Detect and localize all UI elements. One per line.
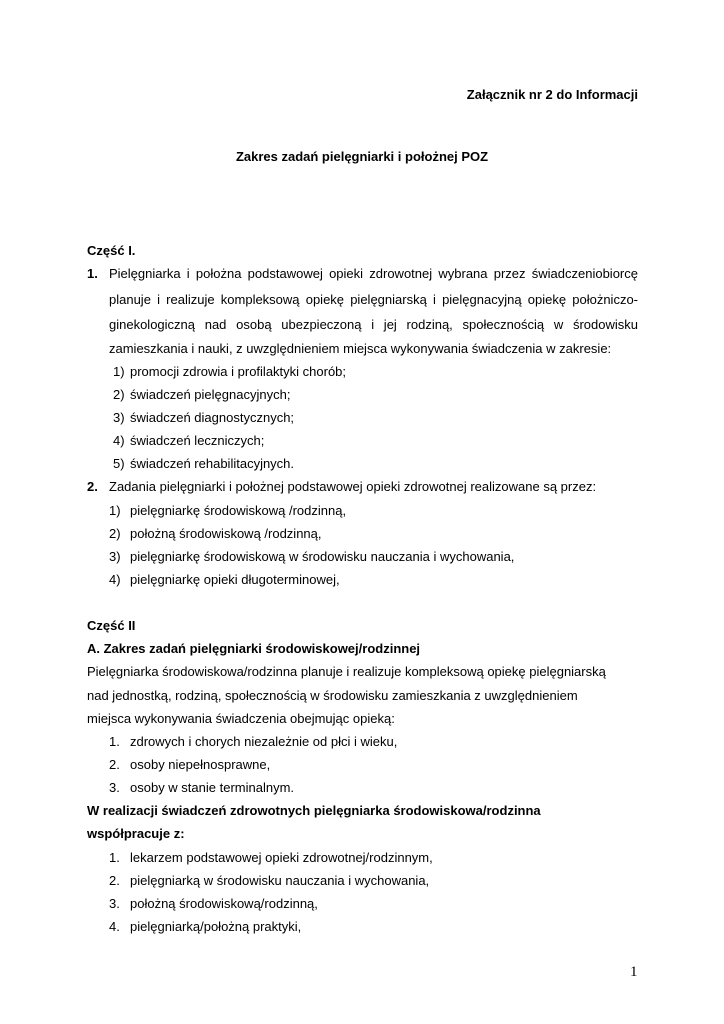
coop-text: lekarzem podstawowej opieki zdrowotnej/rodzinnym,	[130, 850, 433, 865]
page-number: 1	[630, 964, 638, 980]
part2-heading: Część II	[87, 618, 136, 633]
part1-heading: Część I.	[87, 243, 136, 258]
coop-number: 3.	[109, 896, 120, 911]
item1-line-3: ginekologiczną nad osobą ubezpieczoną i jej rodziną, społecznością w środowisku	[109, 317, 638, 332]
item1-sub-text: świadczeń rehabilitacyjnych.	[130, 456, 295, 471]
item2-sub-text: pielęgniarkę opieki długoterminowej,	[130, 572, 340, 587]
care-text: osoby w stanie terminalnym.	[130, 780, 295, 795]
coop-number: 4.	[109, 919, 120, 934]
item1-sub-number: 4)	[113, 433, 125, 448]
section-a-para-line: miejsca wykonywania świadczenia obejmując opieką:	[87, 711, 395, 726]
item1-line-2: planuje i realizuje kompleksową opiekę pielęgniarską i pielęgnacyjną opiekę położniczo-	[109, 292, 638, 307]
coop-number: 2.	[109, 873, 120, 888]
care-text: zdrowych i chorych niezależnie od płci i wieku,	[130, 734, 398, 749]
care-text: osoby niepełnosprawne,	[130, 757, 271, 772]
item2-sub-number: 1)	[109, 503, 121, 518]
care-number: 3.	[109, 780, 120, 795]
item2-number: 2.	[87, 479, 98, 494]
annex-label: Załącznik nr 2 do Informacji	[466, 87, 638, 102]
item1-line-1: Pielęgniarka i położna podstawowej opieki zdrowotnej wybrana przez świadczeniobiorcę	[109, 266, 638, 281]
item1-sub-number: 1)	[113, 364, 125, 379]
coop-heading-line: W realizacji świadczeń zdrowotnych pielęgniarka środowiskowa/rodzinna	[87, 803, 541, 818]
coop-text: położną środowiskową/rodzinną,	[130, 896, 318, 911]
document-title: Zakres zadań pielęgniarki i położnej POZ	[235, 149, 489, 164]
item1-number: 1.	[87, 266, 98, 281]
item2-sub-text: położną środowiskową /rodzinną,	[130, 526, 322, 541]
care-number: 1.	[109, 734, 120, 749]
section-a-para-line: Pielęgniarka środowiskowa/rodzinna planuje i realizuje kompleksową opiekę pielęgniarską	[87, 664, 606, 679]
coop-number: 1.	[109, 850, 120, 865]
item1-sub-number: 5)	[113, 456, 125, 471]
item1-sub-text: świadczeń leczniczych;	[130, 433, 265, 448]
item1-sub-number: 2)	[113, 387, 125, 402]
care-number: 2.	[109, 757, 120, 772]
item2-sub-number: 2)	[109, 526, 121, 541]
item1-sub-number: 3)	[113, 410, 125, 425]
coop-heading-line: współpracuje z:	[87, 826, 185, 841]
item2-text: Zadania pielęgniarki i położnej podstawowej opieki zdrowotnej realizowane są przez:	[109, 479, 597, 494]
item1-line-4: zamieszkania i nauki, z uwzględnieniem miejsca wykonywania świadczenia w zakresie:	[109, 341, 612, 356]
item1-sub-text: promocji zdrowia i profilaktyki chorób;	[130, 364, 347, 379]
item1-sub-text: świadczeń pielęgnacyjnych;	[130, 387, 291, 402]
item2-sub-number: 3)	[109, 549, 121, 564]
item1-sub-text: świadczeń diagnostycznych;	[130, 410, 295, 425]
section-a-heading: A. Zakres zadań pielęgniarki środowiskowej/rodzinnej	[87, 641, 421, 656]
item2-sub-number: 4)	[109, 572, 121, 587]
item2-sub-text: pielęgniarkę środowiskową /rodzinną,	[130, 503, 347, 518]
coop-text: pielęgniarką w środowisku nauczania i wychowania,	[130, 873, 430, 888]
item2-sub-text: pielęgniarkę środowiskową w środowisku nauczania i wychowania,	[130, 549, 515, 564]
coop-text: pielęgniarką/położną praktyki,	[130, 919, 302, 934]
section-a-para-line: nad jednostką, rodziną, społecznością w środowisku zamieszkania z uwzględnieniem	[87, 688, 578, 703]
